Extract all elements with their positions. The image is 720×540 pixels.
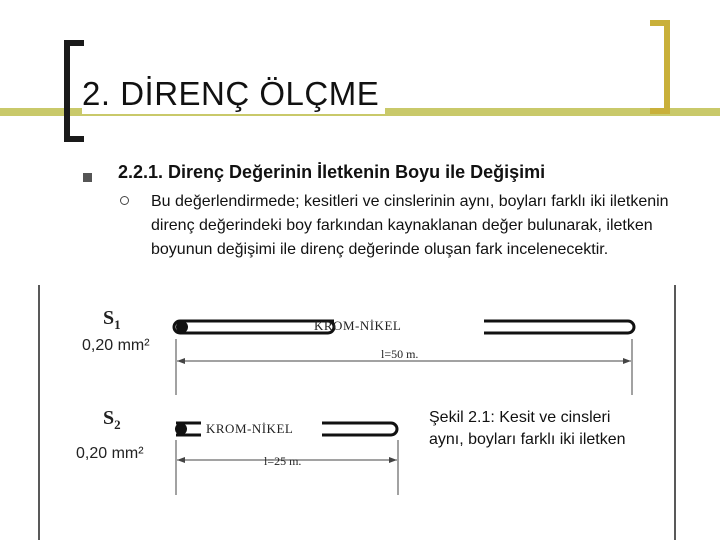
conductor-figure <box>36 285 720 540</box>
conductor-s1-length: l=50 m. <box>381 347 419 361</box>
title-left-bracket <box>64 40 84 142</box>
conductor-s2-symbol: $S_2$ <box>103 407 121 432</box>
circle-bullet-icon <box>120 196 129 205</box>
conductor-s1-symbol: $S_1$ <box>103 307 121 332</box>
body-text: Bu değerlendirmede; kesitleri ve cinslerinin aynı, boyları farklı iki iletkenin direnç değerindeki boy farkından kaynaklanan değer bulunarak, iletken boyunun değişimi ile direnç değerinde oluşan fark incelenecektir. <box>151 193 669 258</box>
conductor-s2-area: 0,20 mm² <box>76 445 144 462</box>
conductor-s1-area: 0,20 mm² <box>82 337 150 354</box>
slide-title: 2. DİRENÇ ÖLÇME <box>82 74 385 114</box>
square-bullet-icon <box>83 173 92 182</box>
conductor-s2-material: KROM-NİKEL <box>206 421 294 436</box>
conductor-s2-length: l=25 m. <box>264 454 302 468</box>
section-heading: 2.2.1. Direnç Değerinin İletkenin Boyu ile Değişimi <box>118 162 546 182</box>
title-right-bracket <box>650 20 670 114</box>
conductor-s1-material: KROM-NİKEL <box>314 318 402 333</box>
figure-caption: Şekil 2.1: Kesit ve cinsleri aynı, boyları farklı iki iletken <box>429 409 626 448</box>
